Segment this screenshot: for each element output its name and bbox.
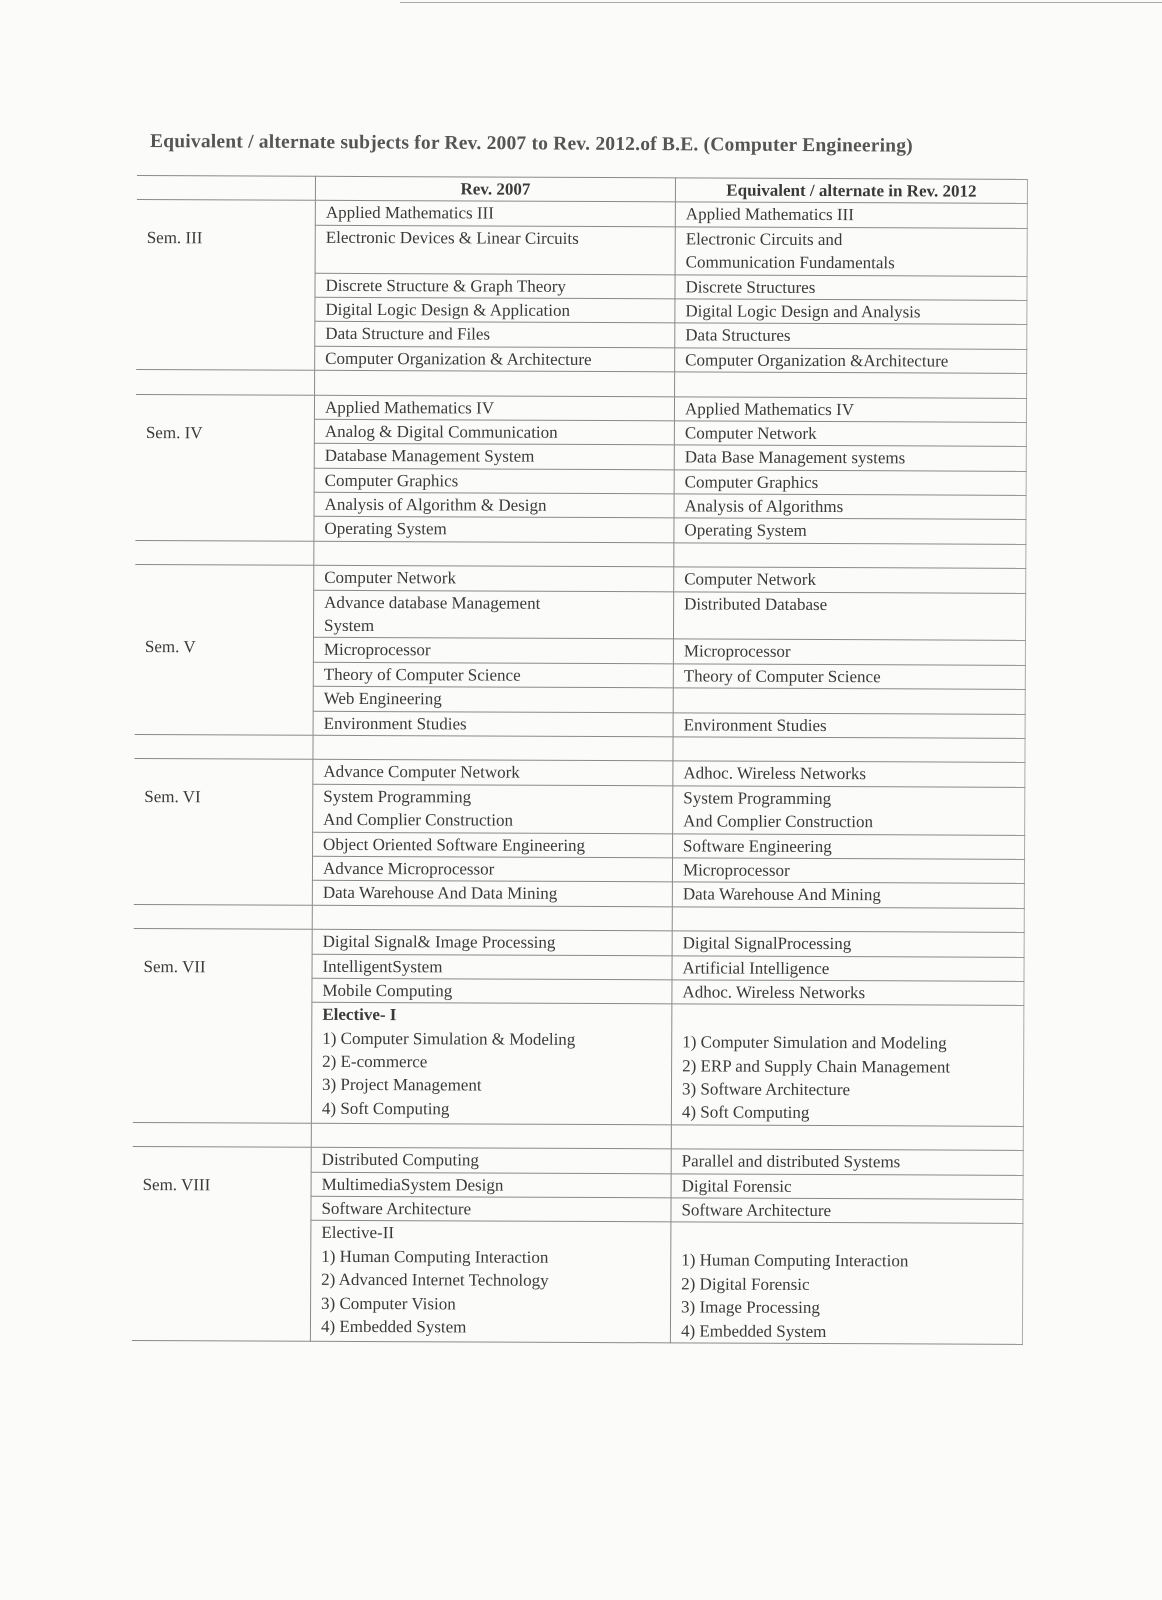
rev2012-cell <box>674 567 1026 593</box>
rev2012-subject: Analysis of Algorithms <box>684 496 844 517</box>
rev2012-cell <box>671 1149 1023 1175</box>
rev2007-cell <box>313 662 673 688</box>
rev2012-cell <box>673 712 1025 738</box>
rev2007-cell <box>313 686 673 712</box>
rev2012-cell <box>670 1222 1023 1344</box>
spacer-cell <box>134 734 313 759</box>
rev2012-cell <box>675 348 1027 374</box>
rev2007-subject: 2) Advanced Internet Technology <box>321 1270 549 1291</box>
rev2012-subject: Computer Network <box>684 423 817 443</box>
semester-cell <box>134 759 313 905</box>
table-row <box>134 929 1025 957</box>
elective-heading: Elective-II <box>321 1223 395 1243</box>
rev2012-cell <box>673 761 1025 787</box>
spacer-cell <box>134 904 313 929</box>
rev2012-cell <box>674 470 1026 496</box>
rev2007-subject: Data Structure and Files <box>325 324 491 344</box>
spacer-cell <box>312 905 672 931</box>
rev2012-subject: 1) Human Computing Interaction <box>681 1250 909 1271</box>
scan-edge-line <box>400 2 1162 3</box>
rev2007-subject: Analog & Digital Communication <box>324 421 558 442</box>
table-row <box>136 394 1027 422</box>
rev2007-subject: Digital Signal& Image Processing <box>322 931 556 952</box>
rev2012-subject: Applied Mathematics IV <box>684 398 855 419</box>
rev2007-cell <box>315 297 675 323</box>
semester-cell <box>132 1147 311 1342</box>
rev2012-cell <box>672 858 1024 884</box>
rev2012-subject: Computer Organization &Architecture <box>685 350 949 371</box>
rev2007-cell <box>310 1221 671 1343</box>
rev2012-cell <box>674 396 1026 422</box>
rev2012-subject: Electronic Circuits and <box>685 229 843 249</box>
rev2007-subject: Computer Organization & Architecture <box>325 348 592 369</box>
rev2007-subject: Microprocessor <box>323 640 431 660</box>
rev2012-cell <box>675 227 1027 276</box>
rev2007-cell <box>313 638 673 664</box>
rev2007-cell <box>313 832 673 858</box>
document-title: Equivalent / alternate subjects for Rev. 2007 to Rev. 2012.of B.E. (Computer Engineering) <box>149 131 913 157</box>
rev2012-subject: Distributed Database <box>684 594 828 614</box>
rev2007-cell <box>311 1172 671 1198</box>
rev2012-subject: Adhoc. Wireless Networks <box>682 982 866 1003</box>
rev2007-subject: Advance Computer Network <box>323 762 520 783</box>
rev2012-subject: Data Base Management systems <box>684 447 906 468</box>
rev2012-subject: Applied Mathematics III <box>685 204 854 225</box>
rev2007-subject: System Programming <box>323 786 472 807</box>
rev2007-cell <box>311 1003 672 1125</box>
rev2007-subject: Database Management System <box>324 446 535 467</box>
semester-cell <box>136 200 315 371</box>
semester-label: Sem. VI <box>144 787 201 807</box>
rev2007-cell <box>312 881 672 907</box>
rev2007-subject: Mobile Computing <box>322 980 453 1001</box>
rev2012-subject: 4) Soft Computing <box>681 1102 810 1123</box>
rev2007-cell <box>314 419 674 445</box>
rev2012-cell <box>675 274 1027 300</box>
rev2007-cell <box>311 1148 671 1174</box>
rev2007-subject: IntelligentSystem <box>322 956 443 976</box>
rev2012-cell <box>673 639 1025 665</box>
rev2007-subject: Distributed Computing <box>321 1150 479 1170</box>
rev2012-cell <box>671 1004 1024 1126</box>
rev2012-subject: Adhoc. Wireless Networks <box>683 763 867 784</box>
rev2012-subject: 1) Computer Simulation and Modeling <box>682 1032 947 1053</box>
rev2012-cell <box>674 445 1026 471</box>
rev2012-cell <box>672 955 1024 981</box>
rev2007-cell <box>313 784 673 833</box>
rev2007-subject: Discrete Structure & Graph Theory <box>325 275 567 296</box>
rev2007-cell <box>312 856 672 882</box>
rev2007-subject: Computer Network <box>324 568 457 588</box>
spacer-cell <box>675 372 1027 398</box>
rev2007-subject: Software Architecture <box>321 1198 472 1219</box>
elective-heading: Elective- I <box>322 1005 397 1025</box>
rev2012-subject: Environment Studies <box>683 714 827 735</box>
rev2012-subject: 2) Digital Forensic <box>681 1274 810 1294</box>
rev2012-cell <box>673 664 1025 690</box>
header-semester <box>137 176 316 201</box>
rev2007-cell <box>315 346 675 372</box>
semester-label: Sem. IV <box>145 422 203 442</box>
rev2012-cell <box>674 518 1026 544</box>
rev2007-cell <box>314 395 674 421</box>
header-rev2012: Equivalent / alternate in Rev. 2012 <box>675 178 1027 204</box>
rev2012-subject: Computer Network <box>684 569 817 590</box>
rev2007-subject: Theory of Computer Science <box>323 664 521 685</box>
rev2012-subject: Data Structures <box>685 325 791 346</box>
rev2007-cell <box>311 1196 671 1222</box>
rev2012-subject: And Complier Construction <box>683 811 874 832</box>
spacer-cell <box>135 540 314 565</box>
rev2012-subject: Computer Graphics <box>684 472 819 492</box>
rev2012-subject: 4) Embedded System <box>680 1320 827 1341</box>
rev2007-cell <box>313 590 673 639</box>
rev2012-subject: Microprocessor <box>682 860 790 880</box>
rev2007-cell <box>312 929 672 955</box>
spacer-cell <box>133 1122 312 1147</box>
rev2012-subject: Digital Forensic <box>681 1176 792 1196</box>
rev2012-cell <box>671 1198 1023 1224</box>
rev2012-cell <box>675 299 1027 325</box>
rev2007-cell <box>314 492 674 518</box>
rev2007-subject: Environment Studies <box>323 713 467 734</box>
rev2012-cell <box>675 323 1027 349</box>
rev2012-subject: 3) Software Architecture <box>681 1079 851 1100</box>
rev2007-subject: Digital Logic Design & Application <box>325 299 571 320</box>
rev2007-cell <box>315 225 675 274</box>
rev2007-subject: And Complier Construction <box>323 809 514 830</box>
rev2007-cell <box>314 444 674 470</box>
rev2012-subject: Digital Logic Design and Analysis <box>685 301 921 322</box>
rev2012-subject: Artificial Intelligence <box>682 957 830 978</box>
rev2007-subject: Web Engineering <box>323 689 442 709</box>
rev2007-cell <box>314 468 674 494</box>
rev2007-subject: Applied Mathematics IV <box>324 397 495 418</box>
rev2007-subject: 4) Embedded System <box>320 1316 467 1337</box>
rev2007-cell <box>315 201 675 227</box>
semester-label: Sem. III <box>146 228 203 248</box>
rev2012-subject: Data Warehouse And Mining <box>682 884 881 905</box>
rev2012-subject: 2) ERP and Supply Chain Management <box>682 1056 951 1077</box>
rev2012-cell <box>674 421 1026 447</box>
rev2012-subject: Software Architecture <box>681 1200 832 1221</box>
rev2012-subject: Discrete Structures <box>685 276 816 297</box>
spacer-cell <box>674 543 1026 569</box>
rev2007-cell <box>313 760 673 786</box>
semester-label: Sem. V <box>144 637 196 657</box>
rev2007-cell <box>315 273 675 299</box>
spacer-cell <box>672 907 1024 933</box>
equivalence-table <box>132 175 1028 1345</box>
rev2012-cell <box>673 786 1025 835</box>
rev2012-subject: Microprocessor <box>683 641 791 662</box>
rev2007-subject: Electronic Devices & Linear Circuits <box>325 227 579 248</box>
spacer-cell <box>313 735 673 761</box>
semester-label: Sem. VII <box>143 957 206 977</box>
spacer-cell <box>315 370 675 396</box>
rev2007-subject: Applied Mathematics III <box>325 203 494 223</box>
rev2007-subject: 3) Project Management <box>321 1075 482 1095</box>
rev2012-subject: 3) Image Processing <box>681 1297 820 1318</box>
rev2007-subject: 4) Soft Computing <box>321 1098 450 1119</box>
table-row <box>137 200 1028 228</box>
rev2007-subject: MultimediaSystem Design <box>321 1174 504 1195</box>
rev2007-cell <box>313 711 673 737</box>
rev2012-cell <box>672 882 1024 908</box>
rev2012-subject: Software Engineering <box>683 835 832 856</box>
rev2012-cell <box>673 592 1025 641</box>
table-row <box>134 759 1025 787</box>
rev2007-subject: Data Warehouse And Data Mining <box>322 883 558 904</box>
rev2007-subject: Object Oriented Software Engineering <box>323 834 586 855</box>
rev2012-subject: Operating System <box>684 520 807 541</box>
table-row <box>135 565 1026 593</box>
spacer-cell <box>136 370 315 395</box>
rev2007-subject: Advance database Management <box>324 592 541 613</box>
rev2007-subject: Advance Microprocessor <box>322 858 495 879</box>
rev2007-subject: Operating System <box>324 519 447 539</box>
rev2007-cell <box>312 954 672 980</box>
rev2012-cell <box>671 1173 1023 1199</box>
rev2012-subject: Theory of Computer Science <box>683 666 881 687</box>
rev2007-subject: 1) Human Computing Interaction <box>321 1246 549 1267</box>
rev2007-subject: 1) Computer Simulation & Modeling <box>322 1028 576 1049</box>
rev2007-cell <box>314 517 674 543</box>
rev2012-cell <box>675 202 1027 228</box>
spacer-cell <box>314 541 674 567</box>
rev2012-cell <box>674 494 1026 520</box>
rev2007-subject: System <box>323 615 375 636</box>
rev2012-cell <box>673 688 1025 714</box>
spacer-cell <box>673 737 1025 763</box>
spacer-cell <box>671 1125 1023 1151</box>
rev2007-cell <box>315 322 675 348</box>
semester-cell <box>135 394 314 541</box>
rev2012-subject: Parallel and distributed Systems <box>681 1151 901 1172</box>
table-row <box>133 1147 1024 1175</box>
rev2007-subject: 2) E-commerce <box>322 1051 428 1072</box>
rev2012-cell <box>673 833 1025 859</box>
rev2007-subject: Computer Graphics <box>324 470 459 491</box>
rev2012-cell <box>672 980 1024 1006</box>
semester-cell <box>135 565 314 736</box>
rev2007-cell <box>312 978 672 1004</box>
semester-label: Sem. VIII <box>142 1175 211 1195</box>
semester-cell <box>133 929 312 1124</box>
rev2012-subject: Digital SignalProcessing <box>682 933 852 954</box>
rev2012-subject: Communication Fundamentals <box>685 252 895 273</box>
rev2012-subject: System Programming <box>683 788 832 808</box>
rev2007-subject: Analysis of Algorithm & Design <box>324 494 547 515</box>
rev2007-subject: 3) Computer Vision <box>321 1293 456 1313</box>
rev2007-cell <box>314 566 674 592</box>
rev2012-cell <box>672 931 1024 957</box>
spacer-cell <box>311 1123 671 1149</box>
header-rev2007: Rev. 2007 <box>315 176 675 202</box>
